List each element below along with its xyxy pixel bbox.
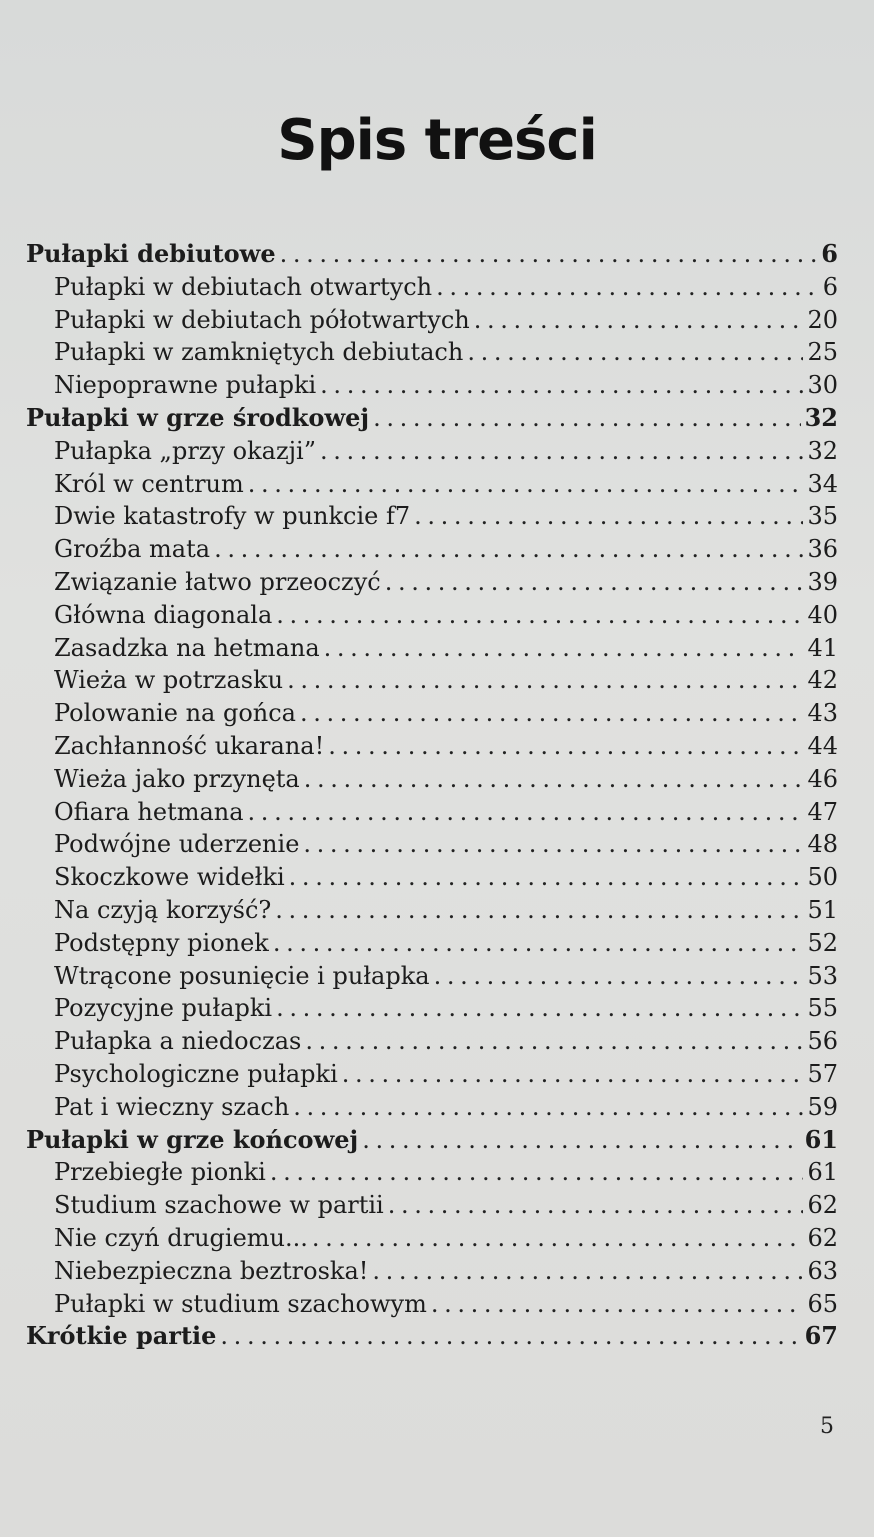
toc-section-row — [26, 599, 838, 632]
toc-entry-page: 40 — [807, 600, 838, 629]
toc-entry-label: Związanie łatwo przeoczyć — [54, 567, 381, 596]
toc-entry-label: Pułapka „przy okazji” — [54, 436, 316, 465]
toc-section-row — [26, 861, 838, 894]
toc-entry-page: 62 — [807, 1223, 838, 1252]
toc-section-row — [26, 1288, 838, 1321]
toc-entry-page: 36 — [807, 535, 838, 564]
toc-entry-page: 46 — [807, 764, 838, 793]
toc-entry-label: Nie czyń drugiemu... — [54, 1223, 308, 1252]
toc-section-row — [26, 632, 838, 665]
toc-entry-page: 51 — [807, 895, 838, 924]
toc-section-row — [26, 304, 838, 337]
dot-leader — [328, 730, 803, 763]
toc-section-row — [26, 566, 838, 599]
toc-section-row — [26, 730, 838, 763]
toc-entry-page: 32 — [807, 436, 838, 465]
toc-entry-label: Psychologiczne pułapki — [54, 1059, 338, 1088]
toc-section-row — [26, 796, 838, 829]
dot-leader — [312, 1222, 804, 1255]
toc-entry-label: Na czyją korzyść? — [54, 895, 272, 924]
toc-section-row — [26, 500, 838, 533]
toc-section-row — [26, 697, 838, 730]
toc-entry-label: Wieża w potrzasku — [54, 666, 284, 695]
toc-section-row — [26, 1058, 838, 1091]
toc-entry-label: Pułapki w grze środkowej — [26, 402, 370, 432]
toc-chapter-row — [26, 238, 838, 271]
toc-entry-label: Niebezpieczna beztroska! — [54, 1256, 369, 1285]
toc-entry-label: Pozycyjne pułapki — [54, 994, 273, 1023]
toc-section-row — [26, 992, 838, 1025]
toc-entry-label: Pułapki w zamkniętych debiutach — [54, 338, 464, 367]
toc-entry-label: Pułapki debiutowe — [26, 239, 276, 268]
toc-entry-page: 53 — [807, 961, 838, 990]
toc-entry-page: 52 — [807, 928, 838, 957]
toc-entry-label: Król w centrum — [54, 469, 244, 498]
dot-leader — [431, 1288, 804, 1321]
toc-section-row — [26, 1156, 838, 1189]
dot-leader — [467, 336, 803, 369]
toc-entry-page: 62 — [807, 1191, 838, 1220]
toc-entry-label: Pułapki w debiutach półotwartych — [54, 305, 470, 334]
toc-section-row — [26, 1091, 838, 1124]
toc-entry-label: Polowanie na gońca — [54, 699, 296, 728]
dot-leader — [304, 763, 804, 796]
dot-leader — [342, 1058, 804, 1091]
toc-section-row — [26, 960, 838, 993]
table-of-contents — [26, 238, 838, 1353]
toc-chapter-row — [26, 402, 838, 435]
dot-leader — [320, 435, 803, 468]
toc-entry-label: Pat i wieczny szach — [54, 1092, 290, 1121]
toc-entry-label: Ofiara hetmana — [54, 797, 244, 826]
toc-section-row — [26, 664, 838, 697]
toc-entry-page: 6 — [821, 239, 838, 268]
dot-leader — [289, 861, 804, 894]
toc-entry-label: Przebiegłe pionki — [54, 1158, 266, 1187]
toc-entry-label: Podwójne uderzenie — [54, 830, 300, 859]
dot-leader — [214, 533, 803, 566]
dot-leader — [276, 599, 803, 632]
toc-entry-label: Główna diagonala — [54, 600, 273, 629]
toc-section-row — [26, 1025, 838, 1058]
dot-leader — [280, 238, 818, 271]
toc-entry-page: 42 — [807, 666, 838, 695]
toc-entry-label: Krótkie partie — [26, 1321, 217, 1351]
toc-entry-page: 43 — [807, 699, 838, 728]
toc-entry-label: Niepoprawne pułapki — [54, 371, 317, 400]
toc-section-row — [26, 533, 838, 566]
toc-section-row — [26, 336, 838, 369]
toc-entry-page: 55 — [807, 994, 838, 1023]
toc-entry-page: 61 — [807, 1158, 838, 1187]
toc-entry-page: 30 — [807, 371, 838, 400]
toc-section-row — [26, 894, 838, 927]
toc-section-row — [26, 271, 838, 304]
toc-entry-label: Zachłanność ukarana! — [54, 731, 325, 760]
toc-entry-page: 48 — [807, 830, 838, 859]
toc-entry-page: 61 — [804, 1124, 838, 1154]
dot-leader — [273, 927, 804, 960]
dot-leader — [287, 664, 803, 697]
toc-section-row — [26, 763, 838, 796]
toc-entry-label: Zasadzka na hetmana — [54, 633, 320, 662]
toc-entry-label: Skoczkowe widełki — [54, 863, 285, 892]
toc-entry-page: 56 — [807, 1027, 838, 1056]
toc-entry-page: 57 — [807, 1059, 838, 1088]
dot-leader — [388, 1189, 804, 1222]
dot-leader — [474, 304, 804, 337]
dot-leader — [305, 1025, 803, 1058]
toc-section-row — [26, 468, 838, 501]
toc-chapter-row — [26, 1320, 838, 1353]
toc-entry-label: Wieża jako przynęta — [54, 764, 300, 793]
dot-leader — [324, 632, 804, 665]
dot-leader — [276, 992, 803, 1025]
page-number: 5 — [820, 1414, 834, 1439]
dot-leader — [373, 402, 801, 435]
toc-entry-page: 47 — [807, 797, 838, 826]
toc-section-row — [26, 1255, 838, 1288]
toc-entry-page: 63 — [807, 1256, 838, 1285]
toc-entry-label: Studium szachowe w partii — [54, 1191, 384, 1220]
toc-entry-page: 6 — [822, 272, 838, 301]
toc-entry-page: 35 — [807, 502, 838, 531]
toc-section-row — [26, 828, 838, 861]
toc-entry-page: 67 — [804, 1321, 838, 1351]
toc-section-row — [26, 1222, 838, 1255]
toc-entry-page: 34 — [807, 469, 838, 498]
dot-leader — [436, 271, 819, 304]
dot-leader — [300, 697, 803, 730]
toc-entry-page: 44 — [807, 731, 838, 760]
dot-leader — [293, 1091, 803, 1124]
toc-entry-page: 39 — [807, 567, 838, 596]
toc-entry-page: 65 — [807, 1289, 838, 1318]
dot-leader — [248, 796, 804, 829]
dot-leader — [320, 369, 803, 402]
dot-leader — [248, 468, 804, 501]
dot-leader — [220, 1320, 800, 1353]
dot-leader — [385, 566, 804, 599]
toc-section-row — [26, 927, 838, 960]
toc-entry-label: Wtrącone posunięcie i pułapka — [54, 961, 430, 990]
page-title: Spis treści — [277, 108, 597, 173]
toc-entry-page: 50 — [807, 863, 838, 892]
toc-section-row — [26, 1189, 838, 1222]
dot-leader — [434, 960, 804, 993]
dot-leader — [362, 1124, 800, 1157]
toc-entry-label: Pułapki w grze końcowej — [26, 1124, 359, 1154]
toc-entry-label: Pułapki w studium szachowym — [54, 1289, 427, 1318]
toc-entry-label: Pułapki w debiutach otwartych — [54, 272, 433, 301]
toc-entry-label: Podstępny pionek — [54, 928, 269, 957]
toc-entry-page: 59 — [807, 1092, 838, 1121]
toc-entry-label: Pułapka a niedoczas — [54, 1027, 302, 1056]
toc-entry-label: Groźba mata — [54, 535, 211, 564]
toc-entry-label: Dwie katastrofy w punkcie f7 — [54, 502, 411, 531]
toc-chapter-row — [26, 1124, 838, 1157]
toc-section-row — [26, 435, 838, 468]
dot-leader — [372, 1255, 803, 1288]
toc-entry-page: 20 — [807, 305, 838, 334]
dot-leader — [275, 894, 803, 927]
toc-section-row — [26, 369, 838, 402]
toc-entry-page: 41 — [807, 633, 838, 662]
toc-entry-page: 32 — [804, 402, 838, 432]
dot-leader — [270, 1156, 804, 1189]
toc-entry-page: 25 — [807, 338, 838, 367]
dot-leader — [303, 828, 803, 861]
dot-leader — [414, 500, 803, 533]
